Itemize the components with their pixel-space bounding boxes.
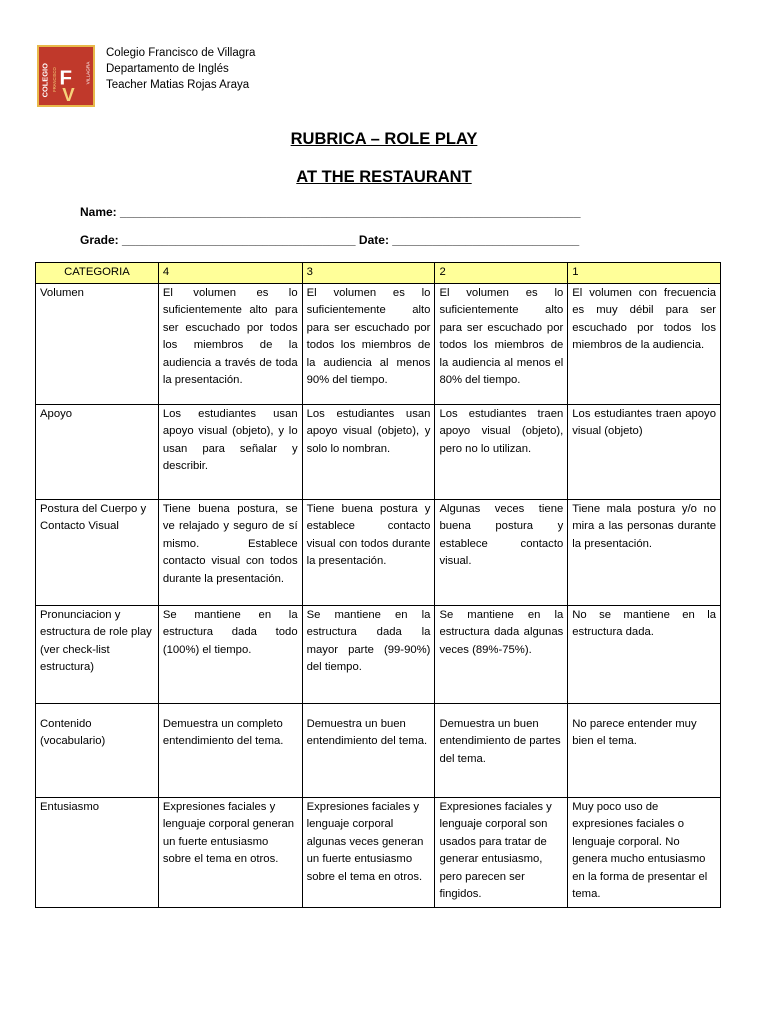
criteria-cell: Algunas veces tiene buena postura y establece contacto visual. <box>435 499 568 605</box>
criteria-cell: Demuestra un completo entendimiento del tema. <box>158 703 302 797</box>
category-cell: Pronunciacion y estructura de role play (ver check-list estructura) <box>36 605 159 703</box>
table-row <box>36 605 721 703</box>
criteria-cell: El volumen es lo suficientemente alto para ser escuchado por todos los miembros de la audiencia al menos el 80% del tiempo. <box>435 283 568 404</box>
teacher-name: Teacher Matias Rojas Araya <box>106 79 250 91</box>
school-crest-icon <box>39 47 93 105</box>
document-title: RUBRICA – ROLE PLAY <box>290 130 478 148</box>
criteria-cell: Se mantiene en la estructura dada todo (100%) el tiempo. <box>158 605 302 703</box>
criteria-cell: Los estudiantes usan apoyo visual (objeto), y solo lo nombran. <box>302 404 435 499</box>
category-cell: Entusiasmo <box>36 797 159 907</box>
school-logo <box>37 45 95 107</box>
table-row <box>36 797 721 907</box>
criteria-cell: Los estudiantes traen apoyo visual (objeto), pero no lo utilizan. <box>435 404 568 499</box>
header-score-1: 1 <box>568 263 721 284</box>
svg-text:VILLAGRA: VILLAGRA <box>85 61 91 85</box>
school-name: Colegio Francisco de Villagra <box>106 47 256 59</box>
criteria-cell: No parece entender muy bien el tema. <box>568 703 721 797</box>
rubric-table <box>35 262 721 908</box>
category-cell: Postura del Cuerpo y Contacto Visual <box>36 499 159 605</box>
svg-text:COLEGIO: COLEGIO <box>40 63 50 98</box>
category-cell: Apoyo <box>36 404 159 499</box>
header-score-4: 4 <box>158 263 302 284</box>
header-score-2: 2 <box>435 263 568 284</box>
criteria-cell: Los estudiantes traen apoyo visual (objeto) <box>568 404 721 499</box>
criteria-cell: Se mantiene en la estructura dada la mayor parte (99-90%) del tiempo. <box>302 605 435 703</box>
criteria-cell: Demuestra un buen entendimiento de partes del tema. <box>435 703 568 797</box>
criteria-cell: El volumen es lo suficientemente alto para ser escuchado por todos los miembros de la audiencia a través de toda la presentación. <box>158 283 302 404</box>
criteria-cell: Los estudiantes usan apoyo visual (objeto), y lo usan para señalar y describir. <box>158 404 302 499</box>
document-subtitle: AT THE RESTAURANT <box>296 168 472 186</box>
table-row <box>36 283 721 404</box>
table-row <box>36 499 721 605</box>
svg-text:FRANCISCO: FRANCISCO <box>51 67 57 92</box>
criteria-cell: Demuestra un buen entendimiento del tema. <box>302 703 435 797</box>
criteria-cell: Tiene buena postura y establece contacto visual con todos durante la presentación. <box>302 499 435 605</box>
criteria-cell: El volumen es lo suficientemente alto para ser escuchado por todos los miembros de la audiencia al menos 90% del tiempo. <box>302 283 435 404</box>
criteria-cell: Expresiones faciales y lenguaje corporal son usados para tratar de generar entusiasmo, pero parecen ser fingidos. <box>435 797 568 907</box>
table-header-row <box>36 263 721 284</box>
header-categoria: CATEGORIA <box>36 263 159 284</box>
svg-text:F: F <box>59 66 72 90</box>
name-field-line: Name: _____________________________________________________________________ <box>80 205 581 219</box>
criteria-cell: El volumen con frecuencia es muy débil para ser escuchado por todos los miembros de la audiencia. <box>568 283 721 404</box>
category-cell: Volumen <box>36 283 159 404</box>
criteria-cell: No se mantiene en la estructura dada. <box>568 605 721 703</box>
category-cell: Contenido (vocabulario) <box>36 703 159 797</box>
criteria-cell: Se mantiene en la estructura dada algunas veces (89%-75%). <box>435 605 568 703</box>
criteria-cell: Tiene buena postura, se ve relajado y seguro de sí mismo. Establece contacto visual con todos durante la presentación. <box>158 499 302 605</box>
criteria-cell: Muy poco uso de expresiones faciales o lenguaje corporal. No genera mucho entusiasmo en la forma de presentar el tema. <box>568 797 721 907</box>
department-name: Departamento de Inglés <box>106 63 229 75</box>
table-row <box>36 703 721 797</box>
criteria-cell: Expresiones faciales y lenguaje corporal generan un fuerte entusiasmo sobre el tema en otros. <box>158 797 302 907</box>
table-row <box>36 404 721 499</box>
grade-date-field-line: Grade: ___________________________________ Date: ____________________________ <box>80 233 580 247</box>
school-header <box>106 45 255 93</box>
svg-text:V: V <box>62 84 75 105</box>
criteria-cell: Expresiones faciales y lenguaje corporal algunas veces generan un fuerte entusiasmo sobre el tema en otros. <box>302 797 435 907</box>
criteria-cell: Tiene mala postura y/o no mira a las personas durante la presentación. <box>568 499 721 605</box>
header-score-3: 3 <box>302 263 435 284</box>
